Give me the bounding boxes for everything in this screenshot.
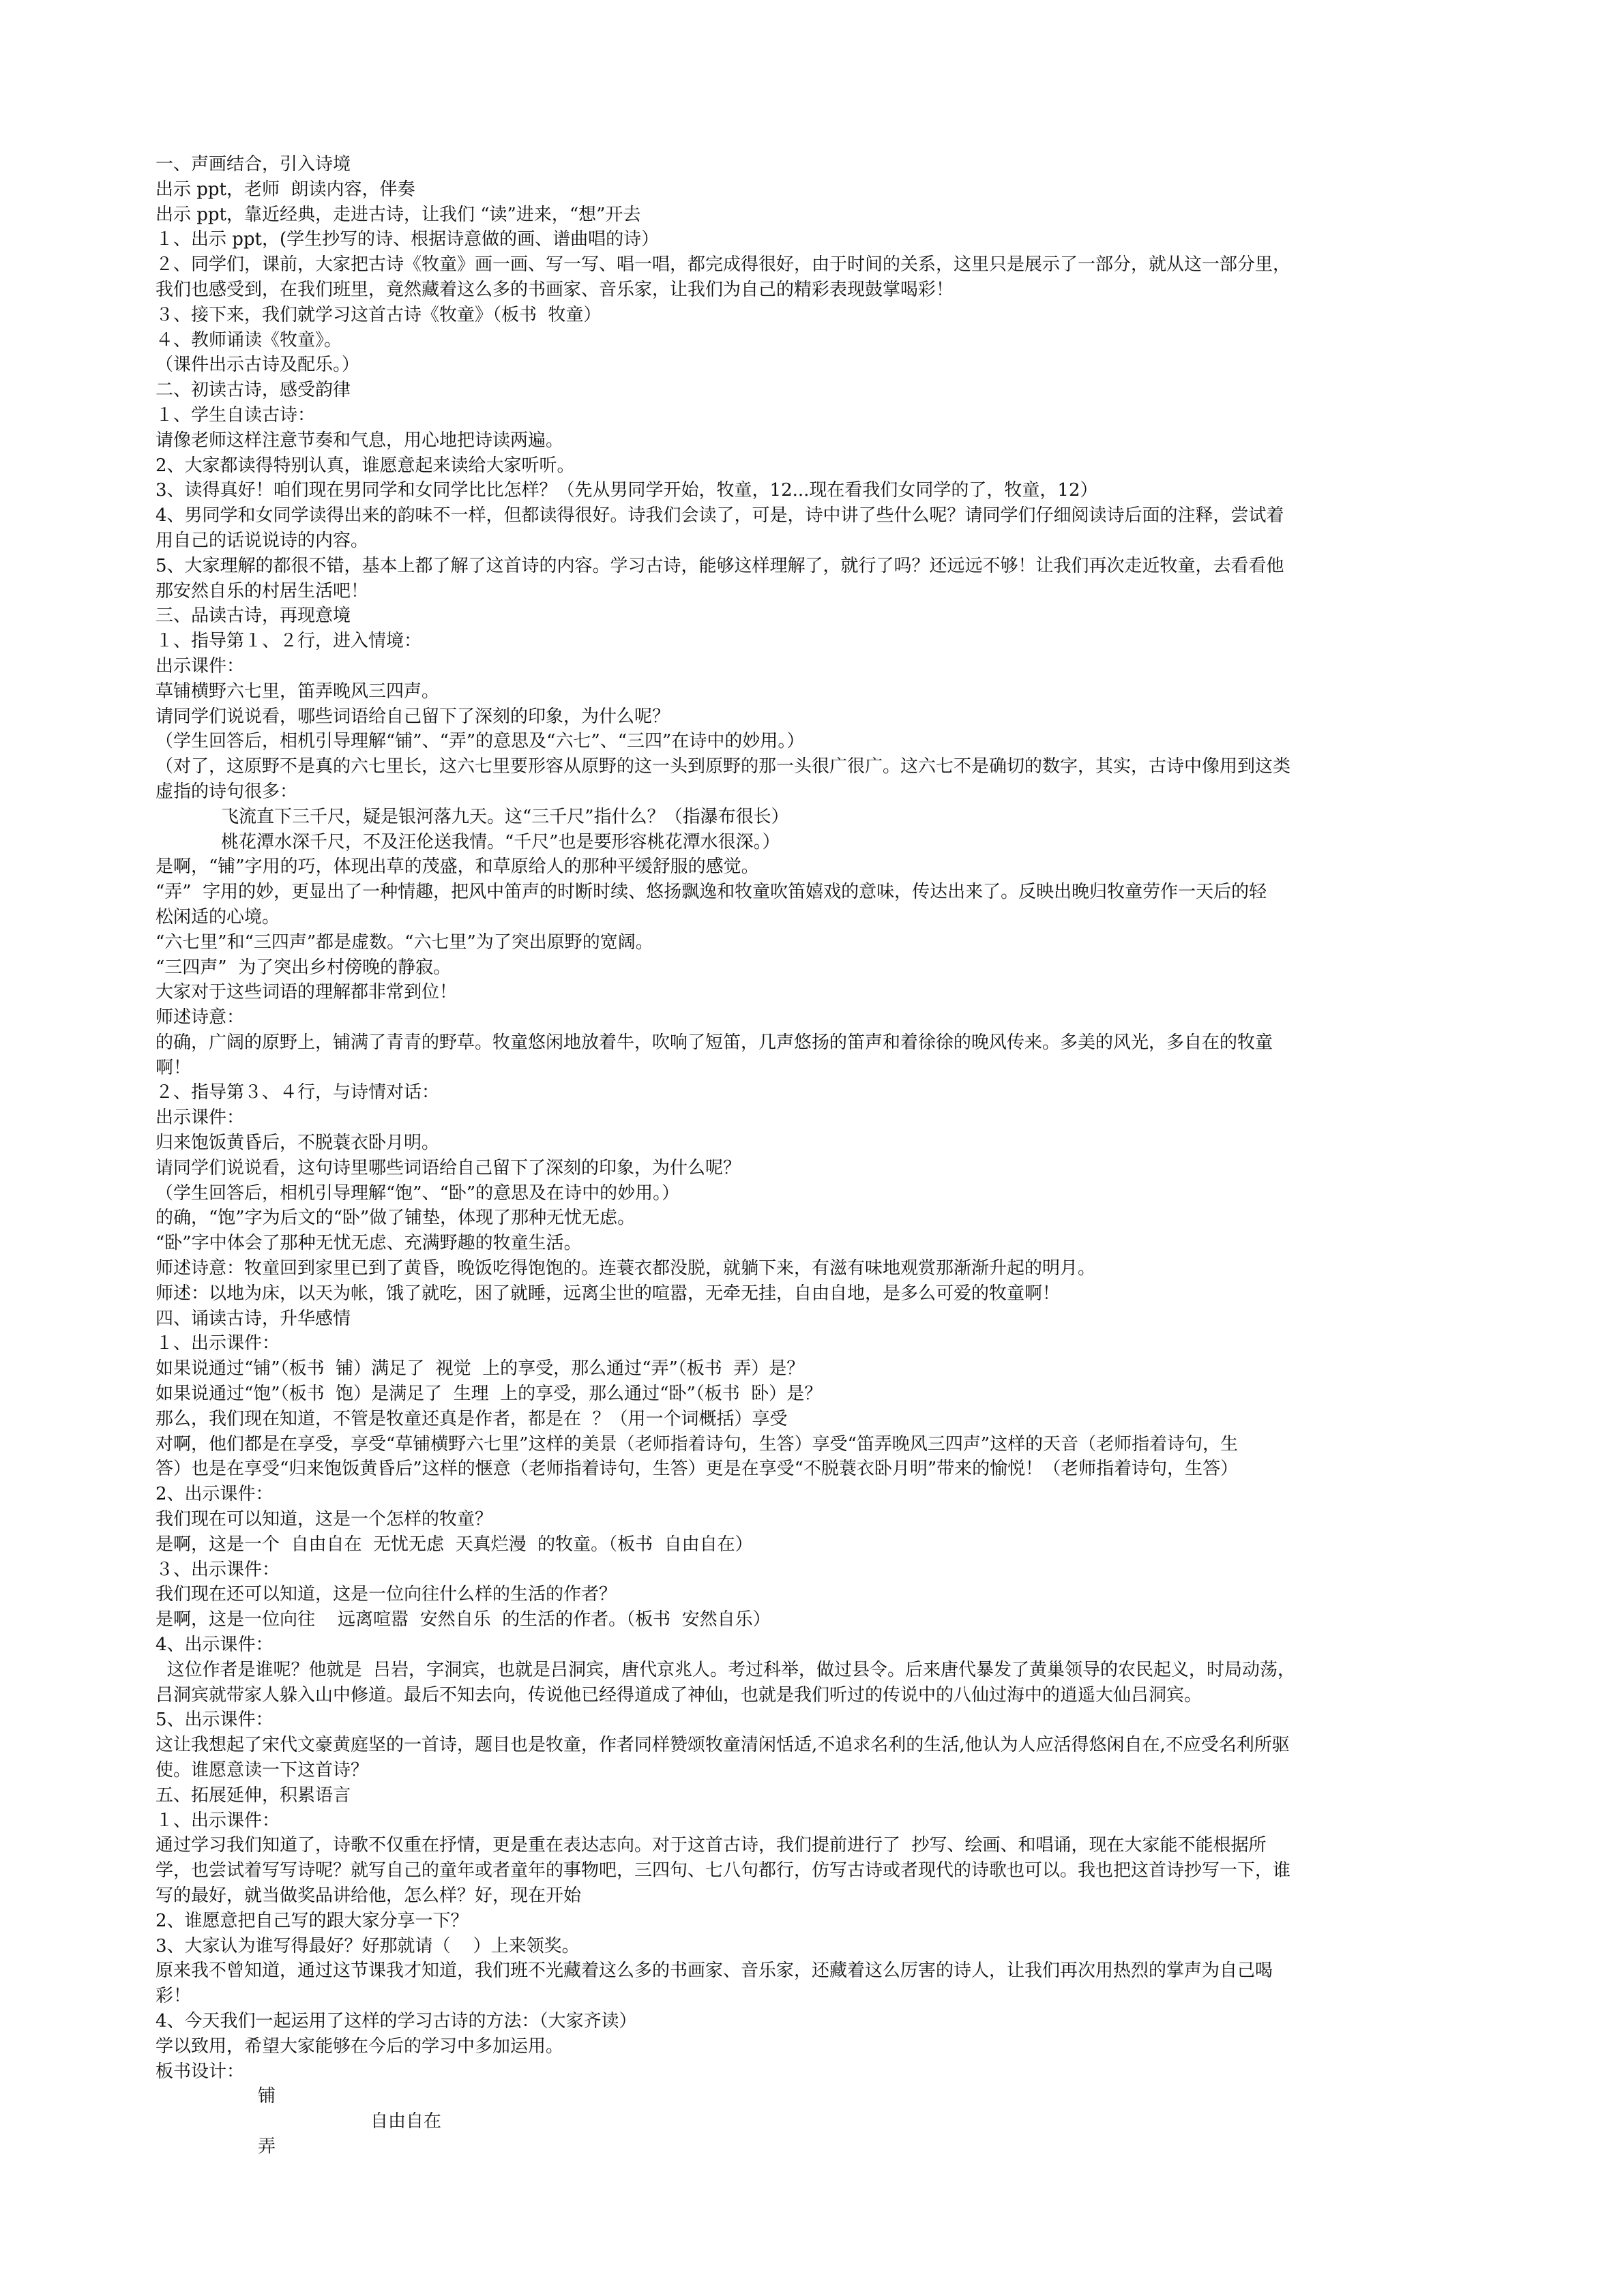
text-line: 学，也尝试着写写诗呢？就写自己的童年或者童年的事物吧，三四句、七八句都行，仿写古诗或者现代的诗歌也可以。我也把这首诗抄写一下，谁 [156, 1860, 1291, 1881]
text-line: 师述诗意：牧童回到家里已到了黄昏，晚饭吃得饱饱的。连蓑衣都没脱，就躺下来，有滋有味地观赏那渐渐升起的明月。 [156, 1258, 1096, 1279]
board-item-nong: 弄 [258, 2136, 276, 2157]
text-line: （课件出示古诗及配乐。） [156, 355, 360, 376]
text-line: 是啊，“铺”字用的巧，体现出草的茂盛，和草原给人的那种平缓舒服的感觉。 [156, 856, 759, 878]
text-line: ３、接下来，我们就学习这首古诗《牧童》（板书 牧童） [156, 304, 602, 325]
text-line: 是啊，这是一位向往 远离喧嚣 安然自乐 的生活的作者。（板书 安然自乐） [156, 1609, 771, 1630]
text-line: 大家对于这些词语的理解都非常到位！ [156, 982, 458, 1003]
text-line: 对啊，他们都是在享受，享受“草铺横野六七里”这样的美景（老师指着诗句，生答）享受“笛弄晚风三四声”这样的天音（老师指着诗句，生 [156, 1433, 1239, 1455]
section-heading-3: 三、品读古诗，再现意境 [156, 606, 351, 627]
text-line: 彩！ [156, 1986, 192, 2007]
text-line: 写的最好，就当做奖品讲给他，怎么样？好，现在开始 [156, 1885, 582, 1906]
text-line: 4、男同学和女同学读得出来的韵味不一样，但都读得很好。诗我们会读了，可是，诗中讲了些什么呢？请同学们仔细阅读诗后面的注释，尝试着 [156, 505, 1284, 526]
text-line: 原来我不曾知道，通过这节课我才知道，我们班不光藏着这么多的书画家、音乐家，还藏着这么厉害的诗人，让我们再次用热烈的掌声为自己喝 [156, 1960, 1273, 1982]
text-line: “弄” 字用的妙，更显出了一种情趣，把风中笛声的时断时续、悠扬飘逸和牧童吹笛嬉戏的意味，传达出来了。反映出晚归牧童劳作一天后的轻 [156, 882, 1267, 903]
text-line: １、出示课件： [156, 1810, 280, 1831]
text-line: 我们现在可以知道，这是一个怎样的牧童？ [156, 1509, 493, 1530]
section-heading-4: 四、诵读古诗，升华感情 [156, 1308, 351, 1329]
text-line: 我们也感受到，在我们班里，竟然藏着这么多的书画家、音乐家，让我们为自己的精彩表现鼓掌喝彩！ [156, 279, 954, 300]
board-design-label: 板书设计： [156, 2061, 245, 2082]
text-line: 答）也是在享受“归来饱饭黄昏后”这样的惬意（老师指着诗句，生答）更是在享受“不脱蓑衣卧月明”带来的愉悦！（老师指着诗句，生答） [156, 1459, 1239, 1480]
text-line: 师述诗意： [156, 1007, 245, 1028]
text-line: 4、出示课件： [156, 1635, 274, 1656]
text-line: 请同学们说说看，这句诗里哪些词语给自己留下了深刻的印象，为什么呢？ [156, 1157, 741, 1178]
text-line: 5、出示课件： [156, 1710, 274, 1731]
text-line: 松闲适的心境。 [156, 906, 280, 927]
text-line: 学以致用，希望大家能够在今后的学习中多加运用。 [156, 2036, 564, 2057]
text-line: ２、同学们，课前，大家把古诗《牧童》画一画、写一写、唱一唱，都完成得很好，由于时间的关系，这里只是展示了一部分，就从这一部分里， [156, 254, 1291, 275]
board-item-ziyouzizai: 自由自在 [370, 2111, 442, 2132]
text-line: 4、今天我们一起运用了这样的学习古诗的方法：（大家齐读） [156, 2010, 637, 2031]
text-line: 2、谁愿意把自己写的跟大家分享一下？ [156, 1910, 469, 1931]
poem-line: 草铺横野六七里，笛弄晚风三四声。 [156, 681, 440, 702]
text-line: 2、大家都读得特别认真，谁愿意起来读给大家听听。 [156, 455, 575, 476]
text-line: 是啊，这是一个 自由自在 无忧无虑 天真烂漫 的牧童。（板书 自由自在） [156, 1534, 753, 1555]
text-line: “六七里”和“三四声”都是虚数。“六七里”为了突出原野的宽阔。 [156, 931, 653, 953]
text-line: 出示课件： [156, 1107, 245, 1129]
text-line: 5、大家理解的都很不错，基本上都了解了这首诗的内容。学习古诗，能够这样理解了，就行了吗？还远远不够！让我们再次走近牧童，去看看他 [156, 555, 1284, 576]
section-heading-2: 二、初读古诗，感受韵律 [156, 380, 351, 401]
text-line: 如果说通过“饱”（板书 饱）是满足了 生理 上的享受，那么通过“卧”（板书 卧）是？ [156, 1384, 823, 1405]
text-line: １、出示课件： [156, 1333, 280, 1354]
text-line: 如果说通过“铺”（板书 铺）满足了 视觉 上的享受，那么通过“弄”（板书 弄）是？ [156, 1358, 805, 1380]
text-line: 出示 ppt，老师 朗读内容，伴奏 [156, 179, 415, 200]
text-line: 这位作者是谁呢？他就是 吕岩，字洞宾，也就是吕洞宾，唐代京兆人。考过科举，做过县令。后来唐代暴发了黄巢领导的农民起义，时局动荡， [156, 1659, 1296, 1680]
text-line: 的确，“饱”字为后文的“卧”做了铺垫，体现了那种无忧无虑。 [156, 1208, 636, 1229]
board-item-pu: 铺 [258, 2086, 276, 2107]
text-line: 通过学习我们知道了，诗歌不仅重在抒情，更是重在表达志向。对于这首古诗，我们提前进行了 抄写、绘画、和唱诵，现在大家能不能根据所 [156, 1835, 1267, 1856]
text-line: 师述：以地为床，以天为帐，饿了就吃，困了就睡，远离尘世的喧嚣，无牵无挂，自由自地，是多么可爱的牧童啊！ [156, 1283, 1061, 1304]
text-line: １、学生自读古诗： [156, 404, 316, 426]
text-line: （学生回答后，相机引导理解“饱”、“卧”的意思及在诗中的妙用。） [156, 1182, 680, 1204]
text-line: ４、教师诵读《牧童》。 [156, 329, 342, 351]
text-line: 那安然自乐的村居生活吧！ [156, 580, 369, 601]
text-line: “卧”字中体会了那种无忧无虑、充满野趣的牧童生活。 [156, 1233, 582, 1254]
text-line: 3、大家认为谁写得最好？好那就请（ ）上来领奖。 [156, 1935, 580, 1956]
text-line: 2、出示课件： [156, 1484, 274, 1505]
text-line: １、指导第１、２行，进入情境： [156, 631, 422, 652]
text-line: 啊！ [156, 1057, 192, 1078]
text-line: 吕洞宾就带家人躲入山中修道。最后不知去向，传说他已经得道成了神仙，也就是我们听过的传说中的八仙过海中的逍遥大仙吕洞宾。 [156, 1684, 1202, 1705]
text-line: （学生回答后，相机引导理解“铺”、“弄”的意思及“六七”、“三四”在诗中的妙用。） [156, 731, 805, 752]
text-line: 虚指的诗句很多： [156, 781, 298, 802]
text-line: 我们现在还可以知道，这是一位向往什么样的生活的作者？ [156, 1584, 617, 1605]
text-line: 出示 ppt，靠近经典，走进古诗，让我们 “读”进来，“想”开去 [156, 204, 641, 225]
text-line: １、出示 ppt，(学生抄写的诗、根据诗意做的画、谱曲唱的诗） [156, 229, 660, 250]
section-heading-5: 五、拓展延伸，积累语言 [156, 1785, 351, 1806]
quoted-poem-line: 桃花潭水深千尺，不及汪伦送我情。“千尺”也是要形容桃花潭水很深。） [221, 831, 780, 852]
document-page [156, 152, 1468, 2160]
text-line: 出示课件： [156, 655, 245, 676]
text-line: ３、出示课件： [156, 1559, 280, 1580]
text-line: 用自己的话说说诗的内容。 [156, 530, 369, 551]
text-line: （对了，这原野不是真的六七里长，这六七里要形容从原野的这一头到原野的那一头很广很广。这六七不是确切的数字，其实，古诗中像用到这类 [156, 756, 1291, 777]
text-line: 使。谁愿意读一下这首诗？ [156, 1760, 369, 1780]
text-line: 请同学们说说看，哪些词语给自己留下了深刻的印象，为什么呢？ [156, 706, 670, 727]
poem-line: 归来饱饭黄昏后，不脱蓑衣卧月明。 [156, 1133, 440, 1154]
section-heading-1: 一、声画结合，引入诗境 [156, 154, 351, 175]
text-line: 这让我想起了宋代文豪黄庭坚的一首诗，题目也是牧童，作者同样赞颂牧童清闲恬适,不追求名利的生活,他认为人应活得悠闲自在,不应受名利所驱 [156, 1735, 1290, 1756]
text-line: 请像老师这样注意节奏和气息，用心地把诗读两遍。 [156, 430, 564, 451]
text-line: ２、指导第３、４行，与诗情对话： [156, 1082, 440, 1103]
quoted-poem-line: 飞流直下三千尺，疑是银河落九天。这“三千尺”指什么？（指瀑布很长） [221, 806, 789, 827]
text-line: 的确，广阔的原野上，铺满了青青的野草。牧童悠闲地放着牛，吹响了短笛，几声悠扬的笛声和着徐徐的晚风传来。多美的风光，多自在的牧童 [156, 1032, 1273, 1053]
text-line: “三四声” 为了突出乡村傍晚的静寂。 [156, 957, 452, 978]
text-line: 3、读得真好！咱们现在男同学和女同学比比怎样？（先从男同学开始，牧童，12...现在看我们女同学的了，牧童，12） [156, 480, 1098, 501]
text-line: 那么，我们现在知道，不管是牧童还真是作者，都是在 ？（用一个词概括）享受 [156, 1408, 788, 1429]
